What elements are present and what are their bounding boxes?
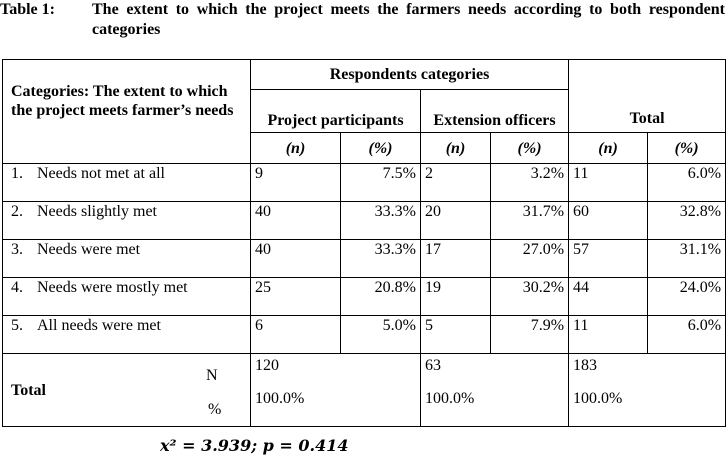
chi-square-statistic: x² = 3.939; p = 0.414: [160, 436, 349, 455]
row-category: 4. Needs were mostly met: [3, 278, 251, 316]
grand-total-cell: [569, 354, 726, 427]
pp-total-pct: 100.0%: [255, 390, 305, 407]
total-pct-cell: 24.0%: [648, 278, 726, 316]
eo-n-cell: 17: [421, 240, 491, 278]
pp-pct-cell: 7.5%: [341, 164, 421, 202]
eo-pct-cell: 27.0%: [491, 240, 569, 278]
pp-pct-cell: 5.0%: [341, 316, 421, 354]
total-pct-cell: 6.0%: [648, 316, 726, 354]
total-pct-cell: 32.8%: [648, 202, 726, 240]
row-category: 5. All needs were met: [3, 316, 251, 354]
eo-n-cell: 2: [421, 164, 491, 202]
pp-pct-cell: 33.3%: [341, 202, 421, 240]
total-pct-cell: 31.1%: [648, 240, 726, 278]
pp-n-cell: 40: [251, 202, 341, 240]
eo-pct-header: (%): [491, 133, 569, 164]
total-n-label: N: [206, 367, 218, 384]
pp-n-cell: 40: [251, 240, 341, 278]
categories-header: Categories: The extent to which the project meets farmer’s needs: [3, 60, 251, 164]
pp-n-cell: 25: [251, 278, 341, 316]
eo-pct-cell: 30.2%: [491, 278, 569, 316]
row-category: 2. Needs slightly met: [3, 202, 251, 240]
row-category: 1. Needs not met at all: [3, 164, 251, 202]
pp-pct-cell: 33.3%: [341, 240, 421, 278]
eo-pct-cell: 7.9%: [491, 316, 569, 354]
eo-total-cell: [421, 354, 569, 427]
total-row: [3, 354, 726, 427]
caption-label: Table 1:: [0, 1, 55, 18]
pp-total-cell: [251, 354, 421, 427]
total-pct-label: %: [208, 401, 222, 418]
results-table: [2, 59, 726, 427]
caption-text: The extent to which the project meets the farmers needs according to both respondent categories: [92, 1, 725, 38]
eo-n-cell: 5: [421, 316, 491, 354]
table-row: [3, 278, 726, 316]
total-n-cell: 11: [569, 164, 648, 202]
respondents-header: Respondents categories: [251, 60, 569, 90]
total-n-cell: 11: [569, 316, 648, 354]
total-n-header: (n): [569, 133, 648, 164]
eo-pct-cell: 31.7%: [491, 202, 569, 240]
pp-pct-cell: 20.8%: [341, 278, 421, 316]
eo-n-header: (n): [421, 133, 491, 164]
row-category: 3. Needs were met: [3, 240, 251, 278]
eo-n-cell: 19: [421, 278, 491, 316]
table-row: [3, 202, 726, 240]
eo-total-n: 63: [425, 357, 441, 374]
total-pct-cell: 6.0%: [648, 164, 726, 202]
grand-total-pct: 100.0%: [573, 390, 623, 407]
table-row: [3, 240, 726, 278]
total-n-cell: 57: [569, 240, 648, 278]
project-participants-header: Project participants: [251, 90, 421, 133]
extension-officers-header: Extension officers: [421, 90, 569, 133]
pp-pct-header: (%): [341, 133, 421, 164]
eo-n-cell: 20: [421, 202, 491, 240]
pp-n-cell: 6: [251, 316, 341, 354]
pp-n-cell: 9: [251, 164, 341, 202]
table-row: [3, 316, 726, 354]
pp-total-n: 120: [255, 357, 279, 374]
pp-n-header: (n): [251, 133, 341, 164]
table-row: [3, 164, 726, 202]
total-row-label: Total: [11, 382, 46, 399]
total-row-label-cell: [3, 354, 251, 427]
eo-total-pct: 100.0%: [425, 390, 475, 407]
eo-pct-cell: 3.2%: [491, 164, 569, 202]
total-pct-header: (%): [648, 133, 726, 164]
total-header: Total: [569, 60, 726, 133]
grand-total-n: 183: [573, 357, 598, 374]
total-n-cell: 60: [569, 202, 648, 240]
total-n-cell: 44: [569, 278, 648, 316]
